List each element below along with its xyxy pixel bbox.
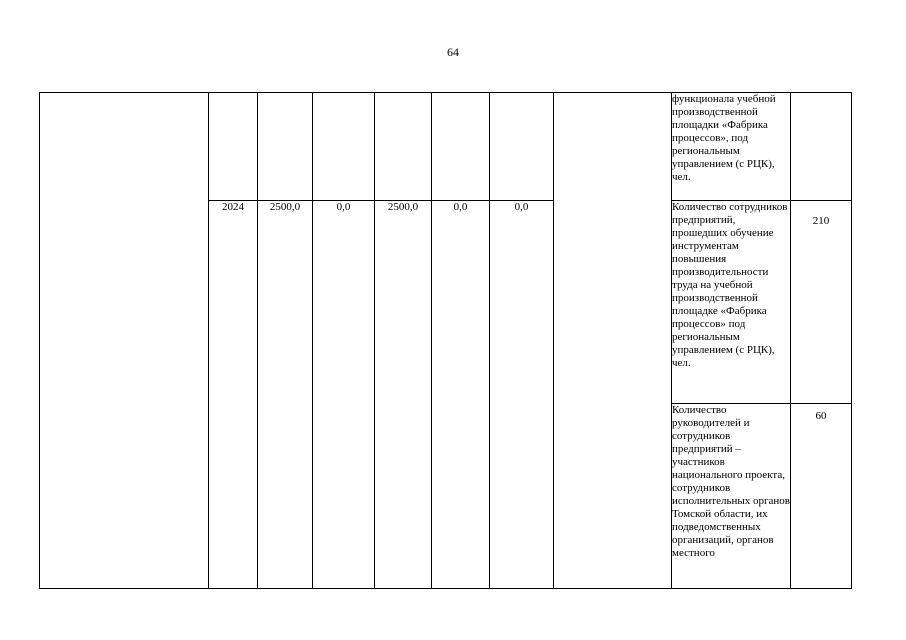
federal-cell: 0,0 (313, 201, 375, 589)
indicator-value-cell: 60 (791, 404, 852, 589)
year-cell (209, 93, 258, 201)
indicator-name-cell: функционала учебной производственной площадки «Фабрика процессов», под региональным управлением (с РЦК), чел. (672, 93, 791, 201)
year-cell: 2024 (209, 201, 258, 589)
budget-table (39, 92, 852, 589)
regional-cell: 2500,0 (375, 201, 432, 589)
indicator-name-cell: Количество сотрудников предприятий, прошедших обучение инструментам повышения производительности труда на учебной производственной площадке «Фабрика процессов» под региональным управлением (с РЦК), чел. (672, 201, 791, 404)
local-cell (432, 93, 490, 201)
other-cell: 0,0 (490, 201, 554, 589)
indicator-value-cell (791, 93, 852, 201)
indicator-value-cell: 210 (791, 201, 852, 404)
result-cell (554, 93, 672, 589)
table-row (40, 93, 852, 201)
local-cell: 0,0 (432, 201, 490, 589)
total-cell (258, 93, 313, 201)
regional-cell (375, 93, 432, 201)
program-name-cell (40, 93, 209, 589)
indicator-name-cell: Количество руководителей и сотрудников предприятий – участников национального проекта, сотрудников исполнительных органов Томской области, их подведомственных организаций, органов местного (672, 404, 791, 589)
total-cell: 2500,0 (258, 201, 313, 589)
federal-cell (313, 93, 375, 201)
page-number: 64 (447, 45, 459, 59)
other-cell (490, 93, 554, 201)
